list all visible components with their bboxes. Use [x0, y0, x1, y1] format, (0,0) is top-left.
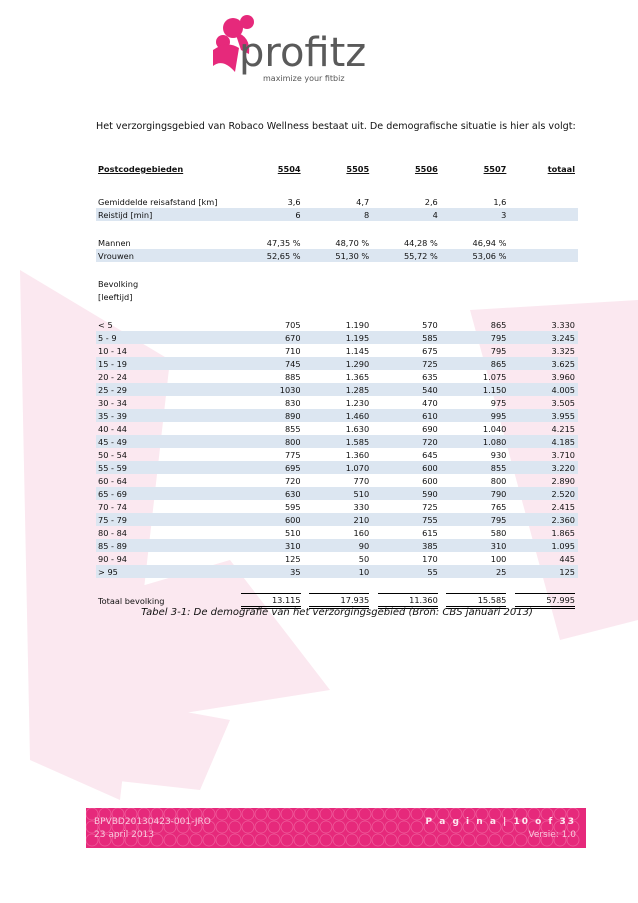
table-cell: 125 — [509, 565, 578, 578]
table-cell: 775 — [284, 449, 301, 460]
row-label: Gemiddelde reisafstand [km] — [98, 196, 218, 207]
table-cell: 1,6 — [493, 196, 507, 207]
table-cell — [372, 290, 441, 303]
table-cell: 725 — [422, 501, 438, 512]
table-cell: 1.080 — [441, 435, 510, 448]
table-cell: 310 — [235, 539, 304, 552]
table-cell: 865 — [490, 319, 507, 330]
table-cell: 755 — [372, 513, 441, 526]
row-label: 90 - 94 — [98, 553, 127, 564]
table-cell: 885 — [284, 371, 301, 382]
table-cell: 1.150 — [441, 383, 510, 396]
table-row — [96, 500, 578, 513]
intro-paragraph: Het verzorgingsgebied van Robaco Wellness bestaat uit. De demografische situatie is hier als volgt: — [96, 121, 576, 132]
table-cell — [304, 290, 373, 303]
table-cell — [235, 290, 304, 303]
row-label: 60 - 64 — [98, 475, 127, 486]
table-cell: 975 — [490, 397, 507, 408]
table-row — [96, 487, 578, 500]
table-cell: 170 — [422, 553, 438, 564]
table-cell: 6 — [235, 208, 304, 221]
table-cell: 710 — [284, 345, 301, 356]
table-cell: 53,06 % — [441, 249, 510, 262]
table-cell: 1.195 — [304, 331, 373, 344]
table-row — [96, 290, 578, 303]
row-label: 85 - 89 — [96, 539, 235, 552]
table-row — [96, 383, 578, 396]
table-row — [96, 435, 578, 448]
table-cell: 3.955 — [509, 409, 578, 422]
table-cell: 600 — [372, 461, 441, 474]
table-cell: 790 — [441, 487, 510, 500]
table-cell: 48,70 % — [335, 237, 370, 248]
table-cell: 330 — [353, 501, 370, 512]
table-cell: 600 — [235, 513, 304, 526]
table-row — [96, 396, 578, 409]
table-row — [96, 195, 578, 208]
table-cell: 1.460 — [304, 409, 373, 422]
table-cell: 890 — [235, 409, 304, 422]
table-cell: 3.710 — [551, 449, 575, 460]
row-label: > 95 — [96, 565, 235, 578]
table-row — [96, 526, 578, 539]
table-cell: 795 — [441, 331, 510, 344]
table-cell: 35 — [235, 565, 304, 578]
table-cell: 1.865 — [551, 527, 575, 538]
table-cell: 510 — [304, 487, 373, 500]
table-row — [96, 565, 578, 578]
row-label: 65 - 69 — [96, 487, 235, 500]
table-cell: 540 — [372, 383, 441, 396]
table-cell: 585 — [372, 331, 441, 344]
table-cell: 725 — [372, 357, 441, 370]
table-cell: 11.360 — [372, 593, 441, 609]
spacer-row — [96, 221, 578, 236]
table-row — [96, 318, 578, 331]
table-cell: 830 — [284, 397, 301, 408]
table-cell: 630 — [235, 487, 304, 500]
table-cell: 855 — [284, 423, 301, 434]
table-cell: 52,65 % — [235, 249, 304, 262]
row-label: Reistijd [min] — [96, 208, 235, 221]
table-cell: 3,6 — [287, 196, 301, 207]
row-label: 70 - 74 — [98, 501, 127, 512]
table-cell: 4.005 — [509, 383, 578, 396]
spacer-row — [96, 180, 578, 195]
table-row — [96, 236, 578, 249]
page-number: P a g i n a | 10 o f 33 — [425, 817, 576, 827]
table-cell: 1.070 — [304, 461, 373, 474]
brand-name: profitz — [239, 30, 367, 76]
table-cell: 770 — [353, 475, 370, 486]
table-cell — [509, 195, 578, 208]
row-label: 40 - 44 — [98, 423, 127, 434]
row-label: Bevolking — [98, 278, 139, 289]
table-cell: 1.190 — [345, 319, 370, 330]
table-cell: 44,28 % — [403, 237, 438, 248]
table-cell: 595 — [284, 501, 301, 512]
table-cell — [304, 277, 373, 290]
table-row — [96, 357, 578, 370]
profitz-logo — [205, 10, 405, 86]
table-cell: 570 — [422, 319, 438, 330]
table-cell: 51,30 % — [304, 249, 373, 262]
table-cell: 645 — [422, 449, 438, 460]
table-cell: 4 — [372, 208, 441, 221]
table-cell: 90 — [304, 539, 373, 552]
row-label: 15 - 19 — [96, 357, 235, 370]
table-cell — [441, 277, 510, 290]
table-cell: 1.630 — [345, 423, 370, 434]
table-row — [96, 344, 578, 357]
table-cell: 3 — [441, 208, 510, 221]
row-label: 45 - 49 — [96, 435, 235, 448]
table-cell: 3.505 — [551, 397, 575, 408]
table-row — [96, 370, 578, 383]
table-cell — [441, 290, 510, 303]
table-cell: 865 — [441, 357, 510, 370]
table-cell: 1.040 — [482, 423, 507, 434]
table-row — [96, 331, 578, 344]
table-cell: 510 — [284, 527, 301, 538]
table-cell: 3.960 — [551, 371, 575, 382]
table-cell: 13.115 — [235, 593, 304, 609]
row-label: 50 - 54 — [98, 449, 127, 460]
row-label: 10 - 14 — [98, 345, 127, 356]
table-cell — [509, 249, 578, 262]
table-cell: 445 — [559, 553, 575, 564]
document-id: BPVBD20130423-001-JRO — [94, 817, 211, 827]
table-cell: 4.215 — [551, 423, 575, 434]
row-label: 30 - 34 — [98, 397, 127, 408]
table-cell: 1030 — [235, 383, 304, 396]
table-cell: 1.285 — [304, 383, 373, 396]
table-cell: 4,7 — [356, 196, 370, 207]
table-cell: 57.995 — [509, 593, 578, 609]
document-date: 23 april 2013 — [94, 830, 155, 840]
table-caption: Tabel 3-1: De demografie van het verzorgingsgebied (Bron: CBS januari 2013) — [141, 607, 533, 618]
table-cell: 1.230 — [345, 397, 370, 408]
table-cell — [509, 277, 578, 290]
spacer-row — [96, 303, 578, 318]
table-cell: 55 — [372, 565, 441, 578]
table-row — [96, 422, 578, 435]
table-row — [96, 277, 578, 290]
table-header-row — [96, 164, 578, 180]
table-cell: 995 — [441, 409, 510, 422]
table-cell: 720 — [372, 435, 441, 448]
table-cell: 800 — [235, 435, 304, 448]
table-cell: 705 — [284, 319, 301, 330]
table-row — [96, 539, 578, 552]
table-cell: 615 — [422, 527, 438, 538]
table-cell: 8 — [304, 208, 373, 221]
row-label: 80 - 84 — [98, 527, 127, 538]
table-cell — [509, 236, 578, 249]
header-column: 5506 — [414, 164, 438, 174]
table-cell: 600 — [422, 475, 438, 486]
table-cell: 1.365 — [345, 371, 370, 382]
table-cell: 2.360 — [509, 513, 578, 526]
table-row — [96, 249, 578, 262]
row-label: 5 - 9 — [96, 331, 235, 344]
table-cell: 675 — [422, 345, 438, 356]
table-cell — [509, 208, 578, 221]
table-cell: 2.520 — [509, 487, 578, 500]
table-cell: 385 — [372, 539, 441, 552]
table-cell: 470 — [422, 397, 438, 408]
table-cell: 1.585 — [304, 435, 373, 448]
row-label: 25 - 29 — [96, 383, 235, 396]
table-cell: 610 — [372, 409, 441, 422]
table-row — [96, 474, 578, 487]
table-cell: 1.095 — [509, 539, 578, 552]
table-cell: 795 — [490, 345, 507, 356]
table-cell: 3.245 — [509, 331, 578, 344]
table-cell — [235, 277, 304, 290]
table-cell: 210 — [304, 513, 373, 526]
table-row — [96, 461, 578, 474]
row-label: Vrouwen — [96, 249, 235, 262]
header-column: 5507 — [483, 164, 507, 174]
row-label: Totaal bevolking — [98, 596, 165, 606]
header-column: 5505 — [346, 164, 370, 174]
table-cell: 55,72 % — [372, 249, 441, 262]
table-cell: 310 — [441, 539, 510, 552]
table-cell: 635 — [422, 371, 438, 382]
table-cell: 3.220 — [509, 461, 578, 474]
header-column: 5504 — [277, 164, 301, 174]
table-cell: 2,6 — [424, 196, 438, 207]
table-cell: 125 — [284, 553, 301, 564]
table-cell: 930 — [490, 449, 507, 460]
table-cell: 2.415 — [551, 501, 575, 512]
table-cell: 3.330 — [551, 319, 575, 330]
table-cell: 1.360 — [345, 449, 370, 460]
header-column: totaal — [547, 164, 575, 174]
spacer-row — [96, 262, 578, 277]
row-label: Mannen — [98, 237, 131, 248]
table-cell: 765 — [490, 501, 507, 512]
table-cell: 795 — [441, 513, 510, 526]
table-cell: 580 — [490, 527, 507, 538]
row-label: < 5 — [98, 319, 113, 330]
table-cell — [372, 277, 441, 290]
table-cell — [509, 290, 578, 303]
table-row — [96, 409, 578, 422]
demographics-table — [96, 164, 578, 609]
table-row — [96, 513, 578, 526]
row-label: 55 - 59 — [96, 461, 235, 474]
spacer-row — [96, 578, 578, 593]
table-cell: 1.145 — [345, 345, 370, 356]
footer-pattern — [86, 808, 586, 848]
table-cell: 745 — [235, 357, 304, 370]
table-cell: 3.325 — [551, 345, 575, 356]
row-label: 35 - 39 — [96, 409, 235, 422]
table-cell: 25 — [441, 565, 510, 578]
table-row — [96, 448, 578, 461]
table-cell: 15.585 — [441, 593, 510, 609]
table-cell: 720 — [284, 475, 301, 486]
table-cell: 2.890 — [551, 475, 575, 486]
table-cell: 695 — [235, 461, 304, 474]
table-cell: 855 — [441, 461, 510, 474]
brand-tagline: maximize your fitbiz — [263, 74, 345, 83]
table-cell: 800 — [490, 475, 507, 486]
table-cell: 160 — [353, 527, 370, 538]
row-label: 75 - 79 — [96, 513, 235, 526]
page-footer — [86, 808, 586, 848]
table-cell: 590 — [372, 487, 441, 500]
table-cell: 690 — [422, 423, 438, 434]
document-version: Versie: 1.0 — [528, 830, 576, 840]
header-label: Postcodegebieden — [98, 164, 184, 174]
table-row — [96, 552, 578, 565]
table-cell: 17.935 — [304, 593, 373, 609]
row-label: 20 - 24 — [98, 371, 127, 382]
table-row — [96, 208, 578, 221]
table-cell: 46,94 % — [472, 237, 507, 248]
table-cell: 50 — [358, 553, 370, 564]
table-cell: 3.625 — [509, 357, 578, 370]
row-label: [leeftijd] — [98, 291, 133, 302]
table-cell: 1.075 — [482, 371, 507, 382]
table-cell: 4.185 — [509, 435, 578, 448]
table-cell: 47,35 % — [266, 237, 301, 248]
table-cell: 1.290 — [304, 357, 373, 370]
table-cell: 10 — [304, 565, 373, 578]
table-cell: 670 — [235, 331, 304, 344]
table-cell: 100 — [490, 553, 507, 564]
